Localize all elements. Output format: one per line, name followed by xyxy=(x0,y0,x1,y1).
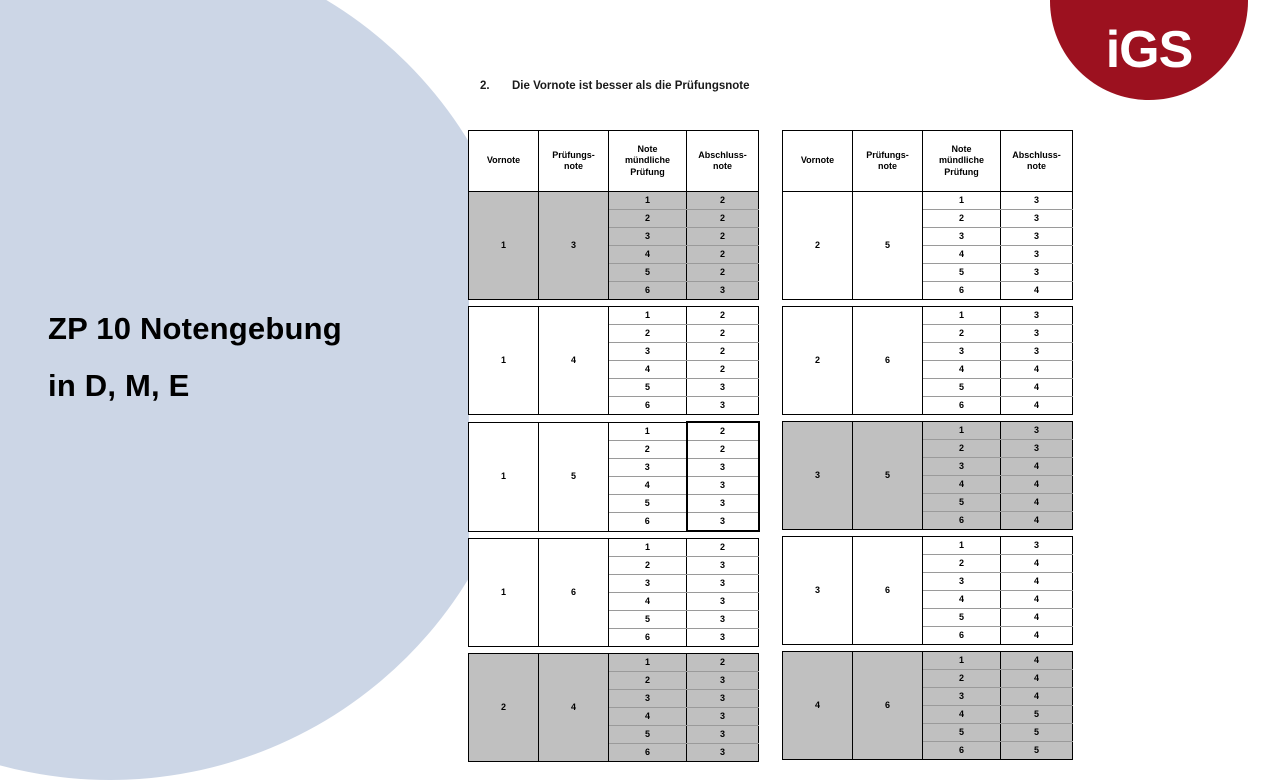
cell-abschlussnote: 3 xyxy=(687,513,759,532)
cell-abschlussnote: 4 xyxy=(1001,361,1073,379)
cell-abschlussnote: 4 xyxy=(1001,476,1073,494)
cell-abschlussnote: 2 xyxy=(687,264,759,282)
cell-muendliche-pruefung: 6 xyxy=(923,282,1001,300)
column-header-muendliche-pruefung: Note mündliche Prüfung xyxy=(923,131,1001,192)
cell-pruefungsnote: 5 xyxy=(853,422,923,530)
cell-muendliche-pruefung: 5 xyxy=(923,264,1001,282)
cell-abschlussnote: 2 xyxy=(687,343,759,361)
table-row xyxy=(469,539,759,557)
column-header-vornote: Vornote xyxy=(783,131,853,192)
cell-muendliche-pruefung: 3 xyxy=(923,458,1001,476)
table-row xyxy=(783,192,1073,210)
cell-vornote: 1 xyxy=(469,422,539,531)
cell-abschlussnote: 2 xyxy=(687,228,759,246)
cell-muendliche-pruefung: 1 xyxy=(609,422,687,441)
cell-abschlussnote: 3 xyxy=(687,611,759,629)
table-row xyxy=(783,307,1073,325)
column-header-abschlussnote: Abschluss- note xyxy=(687,131,759,192)
cell-muendliche-pruefung: 2 xyxy=(923,325,1001,343)
cell-abschlussnote: 5 xyxy=(1001,706,1073,724)
cell-muendliche-pruefung: 1 xyxy=(609,307,687,325)
block-spacer-cell xyxy=(783,300,1073,307)
logo-text: iGS xyxy=(1105,21,1193,79)
cell-muendliche-pruefung: 3 xyxy=(609,575,687,593)
block-spacer-cell xyxy=(783,645,1073,652)
block-spacer xyxy=(469,531,759,539)
cell-abschlussnote: 4 xyxy=(1001,282,1073,300)
cell-abschlussnote: 2 xyxy=(687,422,759,441)
cell-muendliche-pruefung: 2 xyxy=(609,210,687,228)
cell-abschlussnote: 3 xyxy=(687,282,759,300)
column-header-vornote: Vornote xyxy=(469,131,539,192)
table-row xyxy=(783,537,1073,555)
cell-muendliche-pruefung: 3 xyxy=(923,688,1001,706)
cell-abschlussnote: 3 xyxy=(687,744,759,762)
cell-abschlussnote: 4 xyxy=(1001,494,1073,512)
cell-vornote: 2 xyxy=(469,654,539,762)
cell-muendliche-pruefung: 5 xyxy=(609,611,687,629)
cell-pruefungsnote: 3 xyxy=(539,192,609,300)
cell-abschlussnote: 2 xyxy=(687,325,759,343)
cell-muendliche-pruefung: 4 xyxy=(923,706,1001,724)
cell-muendliche-pruefung: 4 xyxy=(609,361,687,379)
cell-abschlussnote: 4 xyxy=(1001,555,1073,573)
cell-muendliche-pruefung: 5 xyxy=(609,495,687,513)
cell-vornote: 3 xyxy=(783,537,853,645)
cell-muendliche-pruefung: 6 xyxy=(923,512,1001,530)
cell-abschlussnote: 5 xyxy=(1001,724,1073,742)
grade-table xyxy=(468,130,760,762)
cell-muendliche-pruefung: 2 xyxy=(923,555,1001,573)
block-spacer xyxy=(469,415,759,423)
cell-abschlussnote: 3 xyxy=(1001,210,1073,228)
cell-abschlussnote: 4 xyxy=(1001,591,1073,609)
cell-muendliche-pruefung: 1 xyxy=(923,652,1001,670)
cell-muendliche-pruefung: 5 xyxy=(923,494,1001,512)
cell-muendliche-pruefung: 2 xyxy=(923,210,1001,228)
cell-abschlussnote: 4 xyxy=(1001,609,1073,627)
column-header-muendliche-pruefung: Note mündliche Prüfung xyxy=(609,131,687,192)
page-title-line-2: in D, M, E xyxy=(48,368,190,404)
cell-vornote: 1 xyxy=(469,192,539,300)
cell-vornote: 1 xyxy=(469,307,539,415)
cell-pruefungsnote: 6 xyxy=(853,652,923,760)
cell-abschlussnote: 2 xyxy=(687,441,759,459)
cell-muendliche-pruefung: 5 xyxy=(609,379,687,397)
cell-muendliche-pruefung: 3 xyxy=(609,459,687,477)
section-heading xyxy=(480,80,750,92)
cell-muendliche-pruefung: 1 xyxy=(923,307,1001,325)
page-title xyxy=(48,300,468,415)
table-row xyxy=(469,307,759,325)
cell-muendliche-pruefung: 6 xyxy=(609,744,687,762)
cell-muendliche-pruefung: 4 xyxy=(609,477,687,495)
cell-muendliche-pruefung: 6 xyxy=(923,627,1001,645)
cell-muendliche-pruefung: 2 xyxy=(609,441,687,459)
cell-muendliche-pruefung: 4 xyxy=(609,593,687,611)
cell-abschlussnote: 3 xyxy=(1001,264,1073,282)
block-spacer xyxy=(469,647,759,654)
cell-abschlussnote: 3 xyxy=(687,629,759,647)
cell-muendliche-pruefung: 3 xyxy=(923,228,1001,246)
cell-abschlussnote: 3 xyxy=(687,672,759,690)
cell-muendliche-pruefung: 4 xyxy=(609,708,687,726)
table-header-row xyxy=(469,131,759,192)
cell-abschlussnote: 3 xyxy=(687,575,759,593)
block-spacer-cell xyxy=(783,415,1073,422)
cell-abschlussnote: 3 xyxy=(687,459,759,477)
cell-abschlussnote: 4 xyxy=(1001,458,1073,476)
page-title-line-1: ZP 10 Notengebung xyxy=(48,311,342,346)
block-spacer xyxy=(783,415,1073,422)
cell-muendliche-pruefung: 3 xyxy=(923,573,1001,591)
cell-abschlussnote: 2 xyxy=(687,246,759,264)
cell-abschlussnote: 4 xyxy=(1001,627,1073,645)
cell-muendliche-pruefung: 1 xyxy=(923,537,1001,555)
cell-abschlussnote: 2 xyxy=(687,307,759,325)
block-spacer xyxy=(783,300,1073,307)
cell-muendliche-pruefung: 5 xyxy=(609,726,687,744)
cell-pruefungsnote: 5 xyxy=(853,192,923,300)
cell-muendliche-pruefung: 2 xyxy=(923,440,1001,458)
cell-muendliche-pruefung: 3 xyxy=(609,228,687,246)
cell-muendliche-pruefung: 5 xyxy=(923,609,1001,627)
grade-table xyxy=(782,130,1073,760)
cell-muendliche-pruefung: 1 xyxy=(923,192,1001,210)
cell-pruefungsnote: 4 xyxy=(539,654,609,762)
cell-muendliche-pruefung: 6 xyxy=(609,282,687,300)
cell-muendliche-pruefung: 6 xyxy=(609,397,687,415)
cell-abschlussnote: 3 xyxy=(1001,307,1073,325)
cell-abschlussnote: 4 xyxy=(1001,379,1073,397)
cell-abschlussnote: 3 xyxy=(687,557,759,575)
cell-muendliche-pruefung: 6 xyxy=(609,513,687,532)
cell-abschlussnote: 3 xyxy=(687,379,759,397)
cell-abschlussnote: 3 xyxy=(1001,246,1073,264)
table-row xyxy=(469,422,759,441)
cell-pruefungsnote: 5 xyxy=(539,422,609,531)
cell-abschlussnote: 4 xyxy=(1001,670,1073,688)
cell-abschlussnote: 3 xyxy=(1001,422,1073,440)
cell-muendliche-pruefung: 5 xyxy=(609,264,687,282)
cell-muendliche-pruefung: 5 xyxy=(923,724,1001,742)
cell-muendliche-pruefung: 1 xyxy=(609,654,687,672)
table-row xyxy=(783,652,1073,670)
table-row xyxy=(783,422,1073,440)
cell-muendliche-pruefung: 1 xyxy=(609,192,687,210)
section-heading-number: 2. xyxy=(480,80,490,92)
cell-vornote: 2 xyxy=(783,307,853,415)
section-heading-text: Die Vornote ist besser als die Prüfungsnote xyxy=(512,80,750,92)
cell-muendliche-pruefung: 6 xyxy=(923,397,1001,415)
column-header-pruefungsnote: Prüfungs- note xyxy=(539,131,609,192)
cell-abschlussnote: 2 xyxy=(687,654,759,672)
cell-abschlussnote: 4 xyxy=(1001,573,1073,591)
cell-abschlussnote: 4 xyxy=(1001,688,1073,706)
cell-muendliche-pruefung: 2 xyxy=(609,325,687,343)
cell-abschlussnote: 3 xyxy=(1001,537,1073,555)
cell-abschlussnote: 3 xyxy=(1001,440,1073,458)
cell-abschlussnote: 2 xyxy=(687,210,759,228)
cell-abschlussnote: 2 xyxy=(687,192,759,210)
cell-muendliche-pruefung: 4 xyxy=(923,591,1001,609)
cell-pruefungsnote: 6 xyxy=(853,537,923,645)
block-spacer-cell xyxy=(469,647,759,654)
block-spacer-cell xyxy=(469,300,759,307)
cell-muendliche-pruefung: 6 xyxy=(923,742,1001,760)
cell-muendliche-pruefung: 2 xyxy=(609,557,687,575)
cell-abschlussnote: 3 xyxy=(687,397,759,415)
cell-abschlussnote: 4 xyxy=(1001,652,1073,670)
cell-muendliche-pruefung: 6 xyxy=(609,629,687,647)
grade-table-right-wrapper xyxy=(782,130,1073,760)
cell-pruefungsnote: 4 xyxy=(539,307,609,415)
block-spacer xyxy=(783,530,1073,537)
block-spacer xyxy=(783,645,1073,652)
cell-muendliche-pruefung: 4 xyxy=(923,361,1001,379)
column-header-abschlussnote: Abschluss- note xyxy=(1001,131,1073,192)
cell-muendliche-pruefung: 3 xyxy=(609,343,687,361)
cell-muendliche-pruefung: 5 xyxy=(923,379,1001,397)
cell-muendliche-pruefung: 4 xyxy=(923,246,1001,264)
cell-vornote: 2 xyxy=(783,192,853,300)
grade-table-left-wrapper xyxy=(468,130,760,762)
cell-muendliche-pruefung: 3 xyxy=(923,343,1001,361)
cell-abschlussnote: 3 xyxy=(1001,325,1073,343)
cell-abschlussnote: 3 xyxy=(687,708,759,726)
block-spacer-cell xyxy=(469,531,759,539)
cell-vornote: 3 xyxy=(783,422,853,530)
table-header-row xyxy=(783,131,1073,192)
cell-abschlussnote: 3 xyxy=(687,726,759,744)
document-content xyxy=(432,0,1132,757)
cell-vornote: 4 xyxy=(783,652,853,760)
cell-muendliche-pruefung: 4 xyxy=(609,246,687,264)
block-spacer xyxy=(469,300,759,307)
cell-pruefungsnote: 6 xyxy=(853,307,923,415)
cell-abschlussnote: 3 xyxy=(1001,192,1073,210)
cell-abschlussnote: 3 xyxy=(1001,228,1073,246)
table-row xyxy=(469,654,759,672)
cell-muendliche-pruefung: 2 xyxy=(923,670,1001,688)
cell-vornote: 1 xyxy=(469,539,539,647)
cell-abschlussnote: 3 xyxy=(1001,343,1073,361)
cell-muendliche-pruefung: 1 xyxy=(923,422,1001,440)
cell-abschlussnote: 3 xyxy=(687,495,759,513)
cell-pruefungsnote: 6 xyxy=(539,539,609,647)
cell-abschlussnote: 4 xyxy=(1001,397,1073,415)
cell-abschlussnote: 2 xyxy=(687,361,759,379)
column-header-pruefungsnote: Prüfungs- note xyxy=(853,131,923,192)
cell-abschlussnote: 2 xyxy=(687,539,759,557)
cell-abschlussnote: 3 xyxy=(687,593,759,611)
cell-abschlussnote: 4 xyxy=(1001,512,1073,530)
block-spacer-cell xyxy=(783,530,1073,537)
cell-abschlussnote: 5 xyxy=(1001,742,1073,760)
cell-muendliche-pruefung: 4 xyxy=(923,476,1001,494)
block-spacer-cell xyxy=(469,415,759,423)
cell-abschlussnote: 3 xyxy=(687,477,759,495)
cell-muendliche-pruefung: 2 xyxy=(609,672,687,690)
cell-abschlussnote: 3 xyxy=(687,690,759,708)
cell-muendliche-pruefung: 3 xyxy=(609,690,687,708)
table-row xyxy=(469,192,759,210)
cell-muendliche-pruefung: 1 xyxy=(609,539,687,557)
